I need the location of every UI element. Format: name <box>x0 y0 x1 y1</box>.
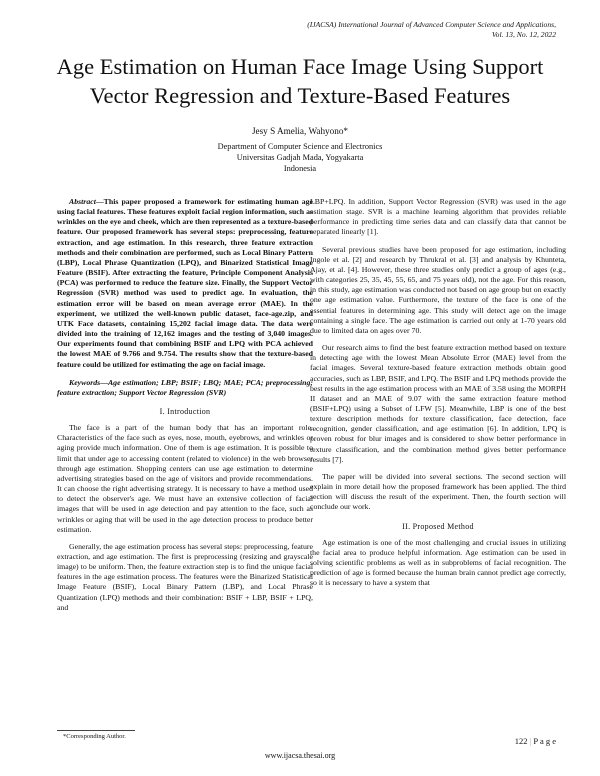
intro-paragraph-1: The face is a part of the human body that has an important role. Characteristics of the face such as eyes, nose, mouth, eyebrows, and wrinkles or aging provide much information. One of them is age estimation. It is possible to limit that under age to accessing content (related to violence) in the web browser through age estimation. Shopping centers can use age estimation to determine advertising strategies based on the age of visitors and provide recommendations. It can choose the right advertising strategy. It is necessary to have a method used to detect the observer's age. We must have an extensive collection of facial images that will be used in age detection and pay attention to the face, such as wrinkles or aging that will be used in the age detection process to produce better estimation. <box>57 423 313 534</box>
affiliation-dept: Department of Computer Science and Electronics <box>217 142 383 151</box>
journal-header <box>196 20 556 40</box>
affiliation-univ: Universitas Gadjah Mada, Yogyakarta <box>236 153 364 162</box>
page-number-value: 122 <box>514 736 528 746</box>
method-paragraph-1: Age estimation is one of the most challenging and crucial issues in utilizing the facial area to produce helpful information. Age estimation can be used in solving scientific problems as well as in subproblems of facial recognition. The prediction of age is formed because the human brain cannot predict age correctly, so it is necessary to have a system that <box>310 537 566 588</box>
footnote-divider <box>57 730 135 731</box>
journal-volume: Vol. 13, No. 12, 2022 <box>491 30 556 39</box>
left-column <box>57 197 313 613</box>
footer-url[interactable]: www.ijacsa.thesai.org <box>264 751 336 760</box>
section-heading-introduction: I. Introduction <box>159 406 211 416</box>
footnote: *Corresponding Author. <box>63 733 126 740</box>
right-paragraph-4: The paper will be divided into several sections. The second section will explain in more detail how the proposed framework has been applied. The third section will discuss the result of the experiment. Then, the fourth section will conclude our work. <box>310 471 566 512</box>
right-column <box>310 197 566 588</box>
page-number-separator: | <box>527 736 534 746</box>
abstract-lead: Abstract <box>69 197 96 206</box>
paper-authors: Jesy S Amelia, Wahyono* <box>251 126 349 136</box>
page-number <box>515 736 556 746</box>
right-paragraph-1: LBP+LPQ. In addition, Support Vector Regression (SVR) was used in the age estimation stage. SVR is a machine learning algorithm that provides reliable performance in predicting time series data and can classify data that cannot be separated linearly [1]. <box>310 197 566 237</box>
abstract <box>57 197 313 370</box>
journal-name: (IJACSA) International Journal of Advanced Computer Science and Applications, <box>307 20 556 29</box>
paper-title: Age Estimation on Human Face Image Using Support Vector Regression and Texture-Based Features <box>56 54 544 108</box>
affiliation-country: Indonesia <box>283 164 317 173</box>
affiliation <box>60 141 540 174</box>
abstract-text: —This paper proposed a framework for estimating human age using facial features. These features exploit facial region information, such as wrinkles on the eye and cheek, which are then represented as a texture-based feature. Our proposed framework has several steps: preprocessing, feature extraction, and age estimation. In this research, three feature extraction methods and their combination are performed, such as Local Binary Pattern (LBP), Local Phrase Quantization (LPQ), and Binarized Statistical Image Feature (BSIF). After extracting the feature, Principle Component Analysis (PCA) was performed to reduce the feature size. Finally, the Support Vector Regression (SVR) method was used to predict age. In evaluation, the estimation error will be based on mean average error (MAE). In the experiment, we utilized the well-known public dataset, face-age.zip, and UTK Face datasets, containing 15,202 facial image data. The data were divided into the training of 12,162 images and the testing of 3,040 images. Our experiments found that combining BSIF and LPQ with PCA achieved the lowest MAE of 9.766 and 9.754. The results show that the texture-based feature could be utilized for estimating the age on facial image. <box>57 197 313 369</box>
right-paragraph-2: Several previous studies have been proposed for age estimation, including Ingole et al. [2] and research by Thrukral et al. [3] and analysis by Khunteta, Ajay, et al. [4]. However, these three studies only predict a group of ages (e.g., with categories 25, 35, 45, 55, 65, and 75 years old), not the age. For this reason, in this study, age estimation was conducted not based on age group but on exactly one age estimation value. Furthermore, the texture of the face is one of the essential features in determining age. This study will detect age on the image containing a single face. The age estimation is carried out only at 1-70 years old due to limited data on ages over 70. <box>310 244 566 335</box>
intro-paragraph-2: Generally, the age estimation process has several steps: preprocessing, feature extraction, and age estimation. The first is preprocessing (resizing and grayscale image) to be uniform. Then, the feature extraction step is to find the unique facial features in the age estimation process. The features were the Binarized Statistical Image Feature (BSIF), Local Binary Pattern (LBP), and Local Phrase Quantization (LPQ) methods and their combination: BSIF + LBP, BSIF + LPQ, and <box>57 541 313 612</box>
section-heading-proposed-method: II. Proposed Method <box>402 521 474 531</box>
page-label: P a g e <box>533 736 556 746</box>
keywords: Keywords—Age estimation; LBP; BSIF; LBQ; MAE; PCA; preprocessing; feature extraction; Support Vector Regression (SVR) <box>57 377 313 397</box>
right-paragraph-3: Our research aims to find the best feature extraction method based on texture in detecting age with the lowest Mean Absolute Error (MAE) level from the facial images. Several texture-based feature extraction methods obtain good accuracies, such as LBP, BSIF, and LPQ. The BSIF and LPQ methods provide the best results in the age estimation process with an MAE of 3.58 using the MORPH II dataset and an MAE of 9.07 with the same extraction feature method (BSIF+LPQ) using a Subset of LFW [5]. Meanwhile, LBP is one of the best texture description methods for texture classification, face detection, face recognition, gender classification, and age estimation [6]. In addition, LPQ is proven robust for blur images and is considered to show better performance in texture classification, and the combination method gives better performance results [7]. <box>310 343 566 464</box>
